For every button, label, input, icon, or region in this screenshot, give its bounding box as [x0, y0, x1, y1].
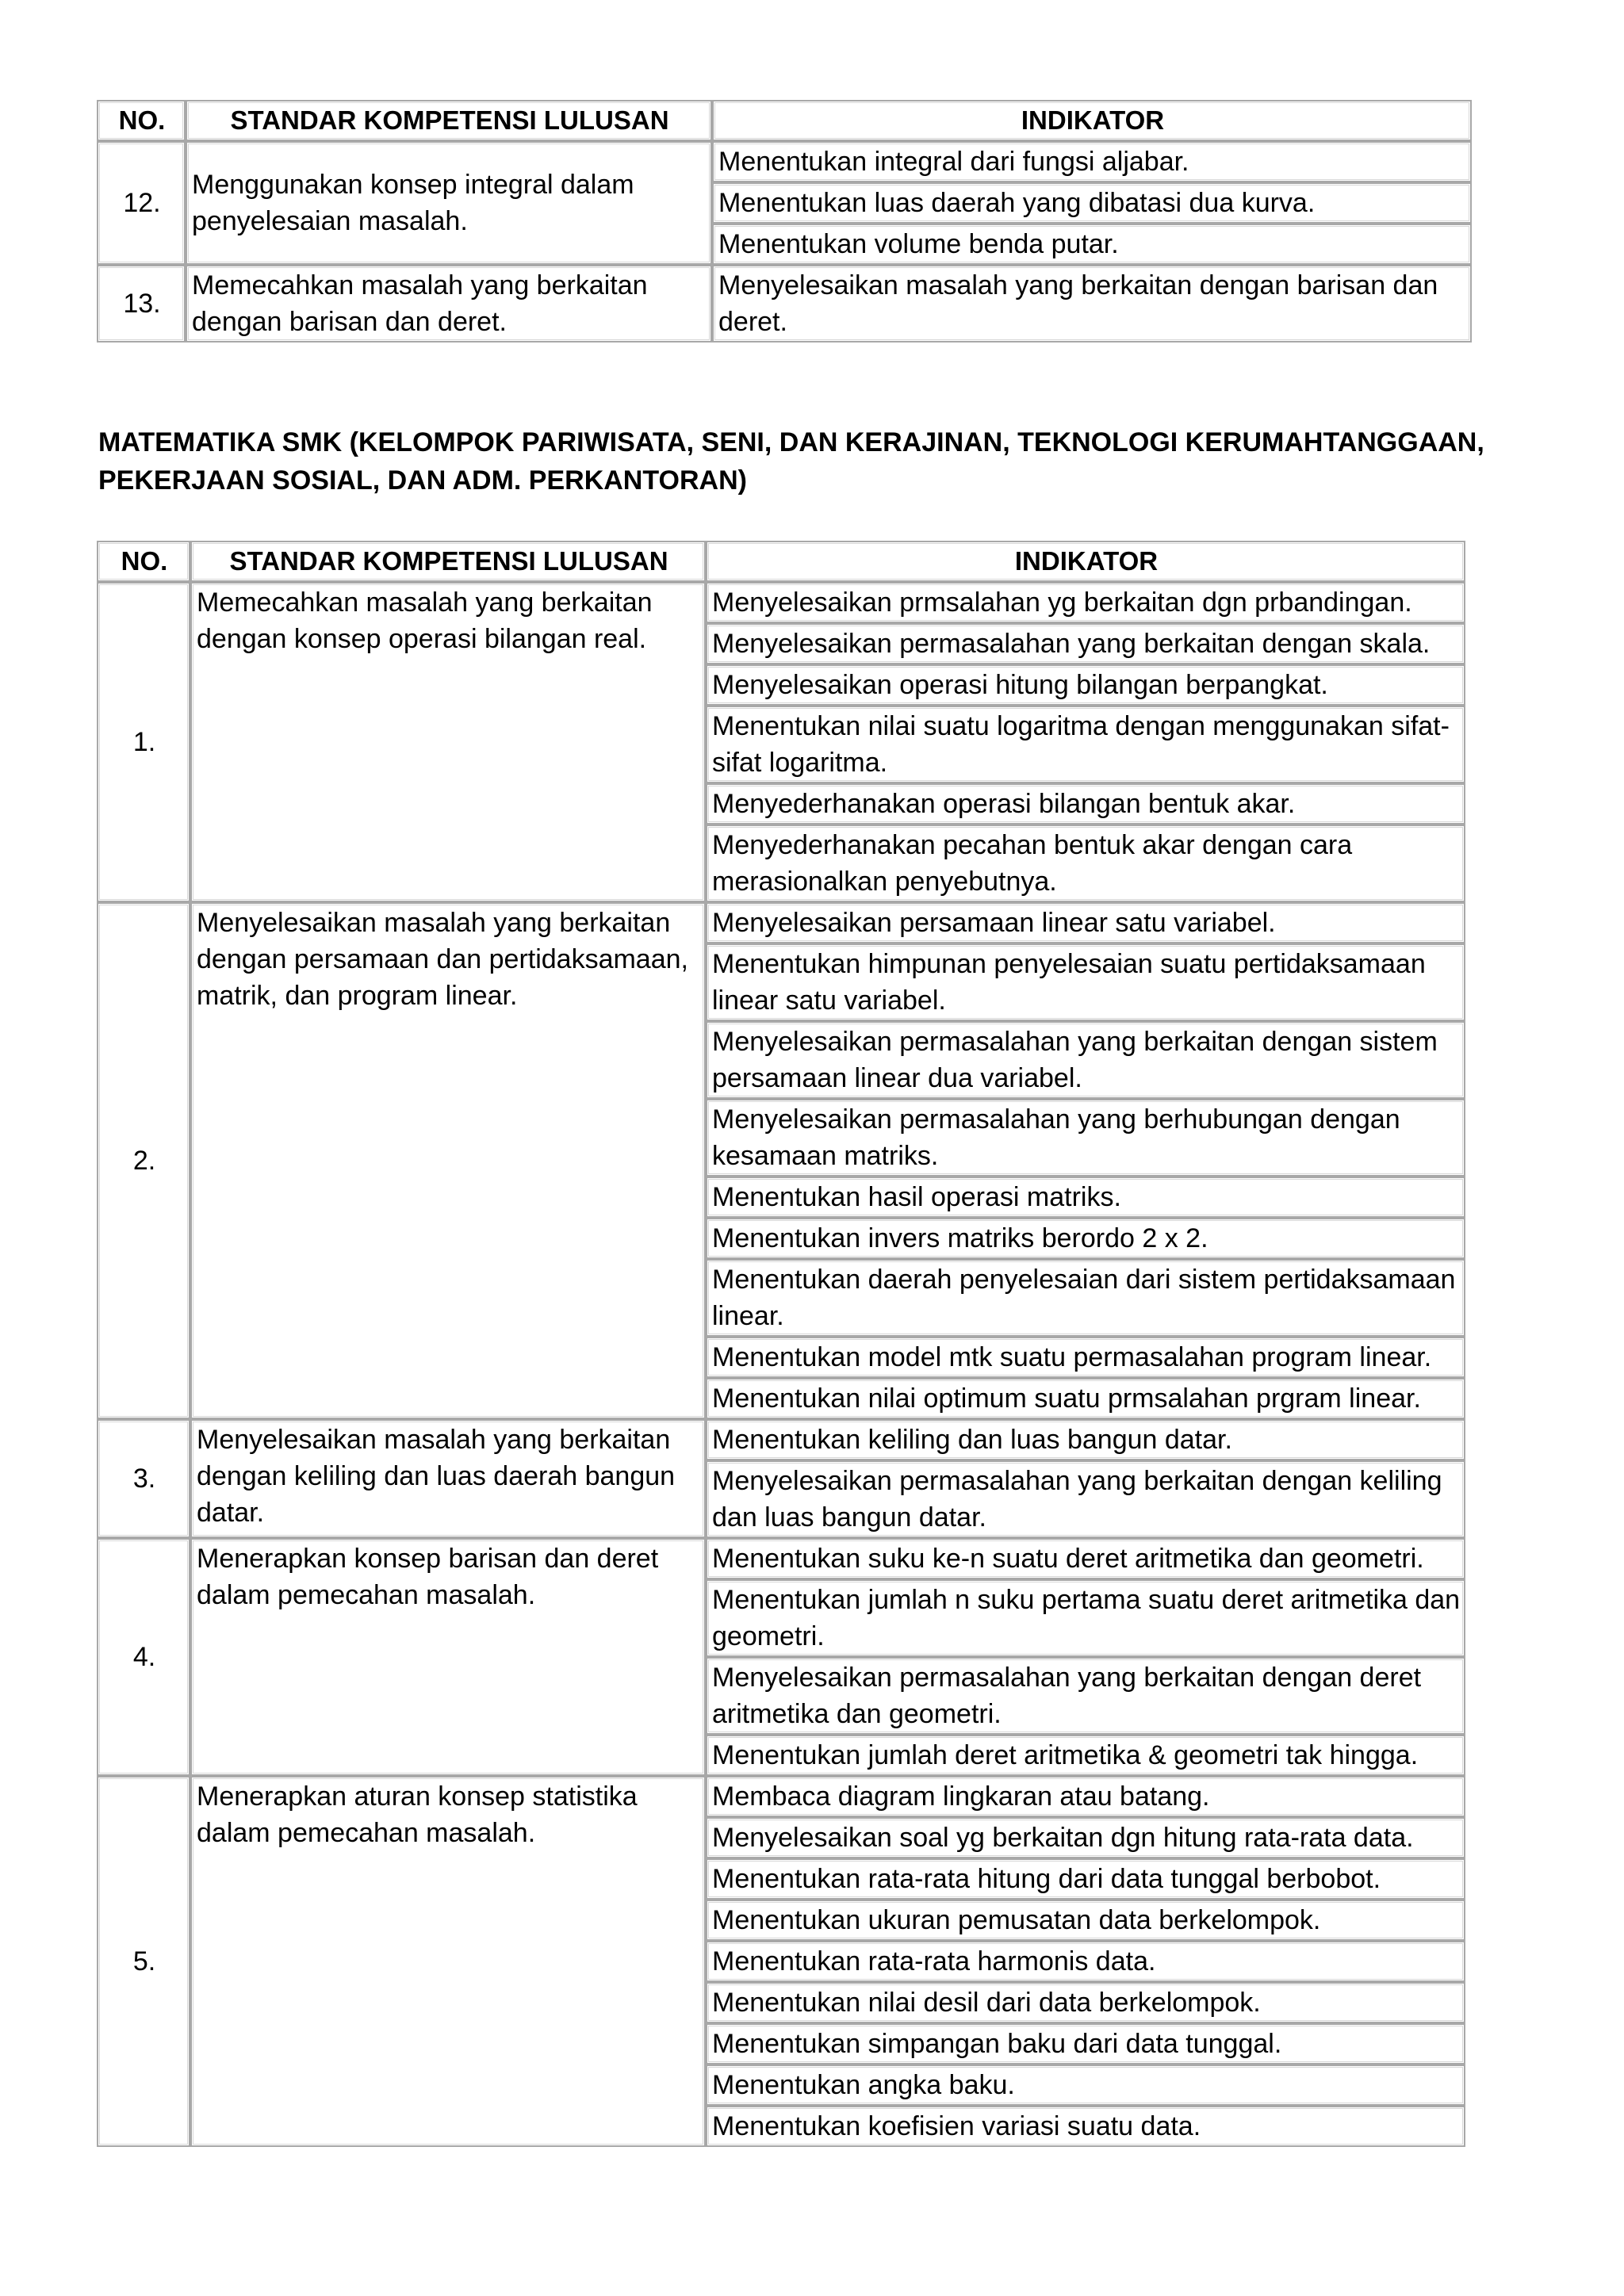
table-row [97, 1419, 1465, 1460]
indicator: Menentukan daerah penyelesaian dari sistem pertidaksamaan linear. [706, 1259, 1465, 1337]
header-no: NO. [97, 100, 186, 141]
indicator: Menentukan keliling dan luas bangun datar. [706, 1419, 1465, 1460]
indicator: Menentukan hasil operasi matriks. [706, 1177, 1465, 1218]
indicator: Menentukan angka baku. [706, 2064, 1465, 2106]
indicator: Menentukan luas daerah yang dibatasi dua kurva. [712, 182, 1472, 224]
row-number: 4. [97, 1538, 190, 1776]
indicator: Menentukan jumlah deret aritmetika & geometri tak hingga. [706, 1735, 1465, 1776]
header-indikator: INDIKATOR [706, 541, 1465, 582]
competency-standard: Memecahkan masalah yang berkaitan dengan konsep operasi bilangan real. [190, 582, 706, 902]
header-standar: STANDAR KOMPETENSI LULUSAN [190, 541, 706, 582]
indicator: Menyelesaikan permasalahan yang berkaitan dengan keliling dan luas bangun datar. [706, 1460, 1465, 1538]
indicator: Menentukan volume benda putar. [712, 224, 1472, 265]
indicator: Menyelesaikan masalah yang berkaitan dengan barisan dan deret. [712, 265, 1472, 342]
competency-standard: Menerapkan aturan konsep statistika dalam pemecahan masalah. [190, 1776, 706, 2147]
table-row [97, 141, 1472, 182]
indicator: Menentukan jumlah n suku pertama suatu deret aritmetika dan geometri. [706, 1579, 1465, 1657]
indicator: Menentukan ukuran pemusatan data berkelompok. [706, 1900, 1465, 1941]
table-row [97, 265, 1472, 342]
competency-standard: Menyelesaikan masalah yang berkaitan dengan persamaan dan pertidaksamaan, matrik, dan program linear. [190, 902, 706, 1419]
row-number: 3. [97, 1419, 190, 1538]
indicator: Menyelesaikan operasi hitung bilangan berpangkat. [706, 664, 1465, 706]
competency-standard: Menerapkan konsep barisan dan deret dalam pemecahan masalah. [190, 1538, 706, 1776]
indicator: Menentukan nilai desil dari data berkelompok. [706, 1982, 1465, 2023]
competency-standard: Menyelesaikan masalah yang berkaitan dengan keliling dan luas daerah bangun datar. [190, 1419, 706, 1538]
header-no: NO. [97, 541, 190, 582]
section-heading: MATEMATIKA SMK (KELOMPOK PARIWISATA, SENI, DAN KERAJINAN, TEKNOLOGI KERUMAHTANGGAAN, PEKERJAAN SOSIAL, DAN ADM. PERKANTORAN) [98, 427, 1484, 496]
row-number: 2. [97, 902, 190, 1419]
indicator: Menentukan rata-rata hitung dari data tunggal berbobot. [706, 1858, 1465, 1900]
indicator: Menyederhanakan operasi bilangan bentuk akar. [706, 783, 1465, 825]
competency-table-continued [97, 100, 1472, 342]
row-number: 1. [97, 582, 190, 902]
indicator: Menentukan koefisien variasi suatu data. [706, 2106, 1465, 2147]
table-row [97, 1538, 1465, 1579]
indicator: Menentukan model mtk suatu permasalahan program linear. [706, 1337, 1465, 1378]
indicator: Menyelesaikan prmsalahan yg berkaitan dgn prbandingan. [706, 582, 1465, 623]
indicator: Menentukan himpunan penyelesaian suatu pertidaksamaan linear satu variabel. [706, 943, 1465, 1021]
indicator: Menyelesaikan persamaan linear satu variabel. [706, 902, 1465, 943]
indicator: Menyederhanakan pecahan bentuk akar dengan cara merasionalkan penyebutnya. [706, 825, 1465, 902]
header-standar: STANDAR KOMPETENSI LULUSAN [186, 100, 712, 141]
indicator: Menyelesaikan permasalahan yang berkaitan dengan skala. [706, 623, 1465, 664]
row-number: 13. [97, 265, 186, 342]
indicator: Menentukan nilai suatu logaritma dengan menggunakan sifat-sifat logaritma. [706, 706, 1465, 783]
indicator: Menyelesaikan permasalahan yang berkaitan dengan sistem persamaan linear dua variabel. [706, 1021, 1465, 1099]
indicator: Menentukan suku ke-n suatu deret aritmetika dan geometri. [706, 1538, 1465, 1579]
indicator: Menyelesaikan soal yg berkaitan dgn hitung rata-rata data. [706, 1817, 1465, 1858]
indicator: Menentukan invers matriks berordo 2 x 2. [706, 1218, 1465, 1259]
header-indikator: INDIKATOR [712, 100, 1472, 141]
indicator: Menentukan nilai optimum suatu prmsalahan prgram linear. [706, 1378, 1465, 1419]
indicator: Menentukan integral dari fungsi aljabar. [712, 141, 1472, 182]
competency-standard: Memecahkan masalah yang berkaitan dengan barisan dan deret. [186, 265, 712, 342]
indicator: Menentukan rata-rata harmonis data. [706, 1941, 1465, 1982]
table-row [97, 582, 1465, 623]
table-row [97, 1776, 1465, 1817]
competency-table [97, 541, 1465, 2147]
table-row [97, 902, 1465, 943]
row-number: 12. [97, 141, 186, 265]
indicator: Menyelesaikan permasalahan yang berhubungan dengan kesamaan matriks. [706, 1099, 1465, 1177]
row-number: 5. [97, 1776, 190, 2147]
indicator: Menentukan simpangan baku dari data tunggal. [706, 2023, 1465, 2064]
competency-standard: Menggunakan konsep integral dalam penyelesaian masalah. [186, 141, 712, 265]
indicator: Membaca diagram lingkaran atau batang. [706, 1776, 1465, 1817]
indicator: Menyelesaikan permasalahan yang berkaitan dengan deret aritmetika dan geometri. [706, 1657, 1465, 1735]
